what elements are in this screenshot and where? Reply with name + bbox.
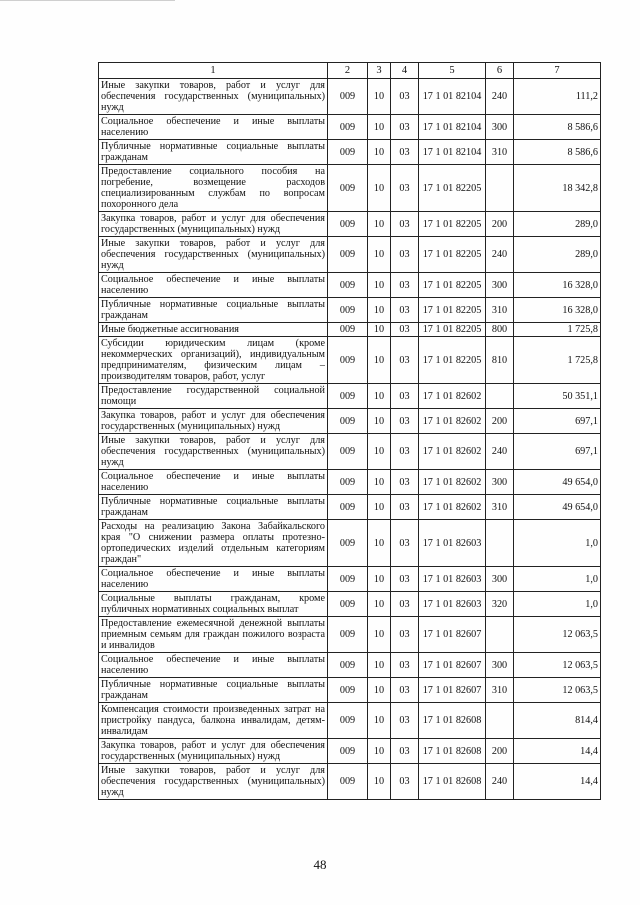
target-article-cell: 17 1 01 82205 [419,323,486,337]
expense-type-cell: 200 [486,212,514,237]
amount-cell: 8 586,6 [514,140,601,165]
ministry-code-cell: 009 [328,470,368,495]
amount-cell: 12 063,5 [514,653,601,678]
target-article-cell: 17 1 01 82608 [419,703,486,739]
description-cell: Расходы на реализацию Закона Забайкальского края "О снижении размера оплаты протезно-ортопедических изделий отдельным категориям граждан" [99,520,328,567]
target-article-cell: 17 1 01 82205 [419,273,486,298]
expense-type-cell: 240 [486,237,514,273]
section-code-cell: 10 [368,79,391,115]
target-article-cell: 17 1 01 82602 [419,434,486,470]
expense-type-cell: 310 [486,678,514,703]
ministry-code-cell: 009 [328,337,368,384]
subsection-code-cell: 03 [391,323,419,337]
target-article-cell: 17 1 01 82602 [419,384,486,409]
description-cell: Социальное обеспечение и иные выплаты населению [99,115,328,140]
ministry-code-cell: 009 [328,212,368,237]
target-article-cell: 17 1 01 82607 [419,653,486,678]
section-code-cell: 10 [368,739,391,764]
target-article-cell: 17 1 01 82602 [419,470,486,495]
table-row [99,384,601,409]
table-row [99,79,601,115]
expense-type-cell: 800 [486,323,514,337]
ministry-code-cell: 009 [328,237,368,273]
description-cell: Иные закупки товаров, работ и услуг для обеспечения государственных (муниципальных) нужд [99,237,328,273]
description-cell: Иные закупки товаров, работ и услуг для обеспечения государственных (муниципальных) нужд [99,434,328,470]
target-article-cell: 17 1 01 82602 [419,409,486,434]
amount-cell: 1,0 [514,520,601,567]
section-code-cell: 10 [368,495,391,520]
description-cell: Социальное обеспечение и иные выплаты населению [99,273,328,298]
ministry-code-cell: 009 [328,703,368,739]
section-code-cell: 10 [368,567,391,592]
target-article-cell: 17 1 01 82205 [419,298,486,323]
expense-type-cell: 310 [486,298,514,323]
ministry-code-cell: 009 [328,298,368,323]
subsection-code-cell: 03 [391,298,419,323]
ministry-code-cell: 009 [328,323,368,337]
amount-cell: 1,0 [514,592,601,617]
section-code-cell: 10 [368,653,391,678]
table-row [99,273,601,298]
amount-cell: 49 654,0 [514,470,601,495]
target-article-cell: 17 1 01 82602 [419,495,486,520]
subsection-code-cell: 03 [391,384,419,409]
header-col-4: 4 [391,63,419,79]
description-cell: Социальное обеспечение и иные выплаты населению [99,567,328,592]
section-code-cell: 10 [368,470,391,495]
section-code-cell: 10 [368,115,391,140]
subsection-code-cell: 03 [391,520,419,567]
section-code-cell: 10 [368,273,391,298]
description-cell: Предоставление ежемесячной денежной выплаты приемным семьям для граждан пожилого возраста и инвалидов [99,617,328,653]
description-cell: Иные закупки товаров, работ и услуг для обеспечения государственных (муниципальных) нужд [99,79,328,115]
subsection-code-cell: 03 [391,273,419,298]
ministry-code-cell: 009 [328,115,368,140]
table-row [99,520,601,567]
subsection-code-cell: 03 [391,212,419,237]
subsection-code-cell: 03 [391,653,419,678]
ministry-code-cell: 009 [328,140,368,165]
section-code-cell: 10 [368,337,391,384]
subsection-code-cell: 03 [391,337,419,384]
expense-type-cell [486,384,514,409]
target-article-cell: 17 1 01 82205 [419,212,486,237]
table-row [99,298,601,323]
amount-cell: 1,0 [514,567,601,592]
expense-type-cell: 310 [486,495,514,520]
section-code-cell: 10 [368,323,391,337]
table-row [99,212,601,237]
target-article-cell: 17 1 01 82607 [419,678,486,703]
amount-cell: 697,1 [514,409,601,434]
amount-cell: 14,4 [514,764,601,800]
subsection-code-cell: 03 [391,703,419,739]
amount-cell: 111,2 [514,79,601,115]
expense-type-cell: 300 [486,567,514,592]
budget-table [98,62,601,800]
table-body [99,79,601,800]
section-code-cell: 10 [368,520,391,567]
header-col-5: 5 [419,63,486,79]
target-article-cell: 17 1 01 82603 [419,592,486,617]
table-row [99,323,601,337]
description-cell: Публичные нормативные социальные выплаты гражданам [99,495,328,520]
subsection-code-cell: 03 [391,592,419,617]
subsection-code-cell: 03 [391,434,419,470]
ministry-code-cell: 009 [328,764,368,800]
ministry-code-cell: 009 [328,567,368,592]
ministry-code-cell: 009 [328,273,368,298]
expense-type-cell: 300 [486,470,514,495]
ministry-code-cell: 009 [328,678,368,703]
table-row [99,567,601,592]
table-row [99,653,601,678]
expense-type-cell [486,617,514,653]
amount-cell: 14,4 [514,739,601,764]
description-cell: Публичные нормативные социальные выплаты гражданам [99,298,328,323]
table-row [99,739,601,764]
target-article-cell: 17 1 01 82603 [419,567,486,592]
expense-type-cell: 310 [486,140,514,165]
target-article-cell: 17 1 01 82104 [419,79,486,115]
amount-cell: 16 328,0 [514,298,601,323]
table-row [99,140,601,165]
ministry-code-cell: 009 [328,434,368,470]
expense-type-cell: 240 [486,434,514,470]
section-code-cell: 10 [368,165,391,212]
target-article-cell: 17 1 01 82608 [419,739,486,764]
target-article-cell: 17 1 01 82205 [419,165,486,212]
ministry-code-cell: 009 [328,384,368,409]
subsection-code-cell: 03 [391,409,419,434]
target-article-cell: 17 1 01 82205 [419,337,486,384]
table-row [99,409,601,434]
target-article-cell: 17 1 01 82205 [419,237,486,273]
section-code-cell: 10 [368,617,391,653]
amount-cell: 50 351,1 [514,384,601,409]
description-cell: Социальные выплаты гражданам, кроме публичных нормативных социальных выплат [99,592,328,617]
description-cell: Иные бюджетные ассигнования [99,323,328,337]
subsection-code-cell: 03 [391,567,419,592]
expense-type-cell: 200 [486,739,514,764]
header-col-6: 6 [486,63,514,79]
amount-cell: 697,1 [514,434,601,470]
table-row [99,337,601,384]
expense-type-cell: 810 [486,337,514,384]
amount-cell: 8 586,6 [514,115,601,140]
target-article-cell: 17 1 01 82603 [419,520,486,567]
expense-type-cell: 320 [486,592,514,617]
expense-type-cell: 240 [486,764,514,800]
table-row [99,165,601,212]
expense-type-cell: 240 [486,79,514,115]
amount-cell: 1 725,8 [514,323,601,337]
subsection-code-cell: 03 [391,140,419,165]
section-code-cell: 10 [368,140,391,165]
section-code-cell: 10 [368,703,391,739]
description-cell: Публичные нормативные социальные выплаты гражданам [99,140,328,165]
section-code-cell: 10 [368,384,391,409]
subsection-code-cell: 03 [391,495,419,520]
amount-cell: 12 063,5 [514,678,601,703]
description-cell: Иные закупки товаров, работ и услуг для обеспечения государственных (муниципальных) нужд [99,764,328,800]
section-code-cell: 10 [368,678,391,703]
ministry-code-cell: 009 [328,165,368,212]
amount-cell: 814,4 [514,703,601,739]
table-row [99,495,601,520]
ministry-code-cell: 009 [328,409,368,434]
ministry-code-cell: 009 [328,79,368,115]
subsection-code-cell: 03 [391,678,419,703]
header-col-3: 3 [368,63,391,79]
header-col-7: 7 [514,63,601,79]
target-article-cell: 17 1 01 82104 [419,115,486,140]
subsection-code-cell: 03 [391,115,419,140]
section-code-cell: 10 [368,298,391,323]
ministry-code-cell: 009 [328,617,368,653]
amount-cell: 16 328,0 [514,273,601,298]
ministry-code-cell: 009 [328,739,368,764]
description-cell: Закупка товаров, работ и услуг для обеспечения государственных (муниципальных) нужд [99,409,328,434]
description-cell: Субсидии юридическим лицам (кроме некоммерческих организаций), индивидуальным предпринимателям, физическим лицам – производителям товаров, работ, услуг [99,337,328,384]
table-row [99,592,601,617]
expense-type-cell [486,703,514,739]
target-article-cell: 17 1 01 82607 [419,617,486,653]
amount-cell: 289,0 [514,237,601,273]
amount-cell: 18 342,8 [514,165,601,212]
subsection-code-cell: 03 [391,470,419,495]
table-header-row [99,63,601,79]
section-code-cell: 10 [368,212,391,237]
subsection-code-cell: 03 [391,165,419,212]
table-row [99,764,601,800]
ministry-code-cell: 009 [328,592,368,617]
subsection-code-cell: 03 [391,739,419,764]
ministry-code-cell: 009 [328,520,368,567]
table-row [99,617,601,653]
subsection-code-cell: 03 [391,237,419,273]
section-code-cell: 10 [368,409,391,434]
scan-artifact-line [0,0,175,1]
section-code-cell: 10 [368,592,391,617]
description-cell: Закупка товаров, работ и услуг для обеспечения государственных (муниципальных) нужд [99,739,328,764]
expense-type-cell: 200 [486,409,514,434]
amount-cell: 12 063,5 [514,617,601,653]
amount-cell: 289,0 [514,212,601,237]
section-code-cell: 10 [368,237,391,273]
table-row [99,703,601,739]
subsection-code-cell: 03 [391,617,419,653]
target-article-cell: 17 1 01 82608 [419,764,486,800]
description-cell: Предоставление социального пособия на погребение, возмещение расходов специализированным службам по вопросам похоронного дела [99,165,328,212]
section-code-cell: 10 [368,434,391,470]
header-col-1: 1 [99,63,328,79]
description-cell: Социальное обеспечение и иные выплаты населению [99,653,328,678]
description-cell: Предоставление государственной социальной помощи [99,384,328,409]
expense-type-cell [486,165,514,212]
expense-type-cell: 300 [486,115,514,140]
description-cell: Закупка товаров, работ и услуг для обеспечения государственных (муниципальных) нужд [99,212,328,237]
description-cell: Социальное обеспечение и иные выплаты населению [99,470,328,495]
description-cell: Публичные нормативные социальные выплаты гражданам [99,678,328,703]
expense-type-cell: 300 [486,273,514,298]
header-col-2: 2 [328,63,368,79]
table-row [99,434,601,470]
page-number: 48 [313,857,327,872]
amount-cell: 49 654,0 [514,495,601,520]
expense-type-cell [486,520,514,567]
ministry-code-cell: 009 [328,495,368,520]
ministry-code-cell: 009 [328,653,368,678]
expense-type-cell: 300 [486,653,514,678]
subsection-code-cell: 03 [391,764,419,800]
target-article-cell: 17 1 01 82104 [419,140,486,165]
table-row [99,237,601,273]
description-cell: Компенсация стоимости произведенных затрат на пристройку пандуса, балкона инвалидам, детям-инвалидам [99,703,328,739]
amount-cell: 1 725,8 [514,337,601,384]
table-row [99,678,601,703]
table-row [99,115,601,140]
table-row [99,470,601,495]
section-code-cell: 10 [368,764,391,800]
subsection-code-cell: 03 [391,79,419,115]
